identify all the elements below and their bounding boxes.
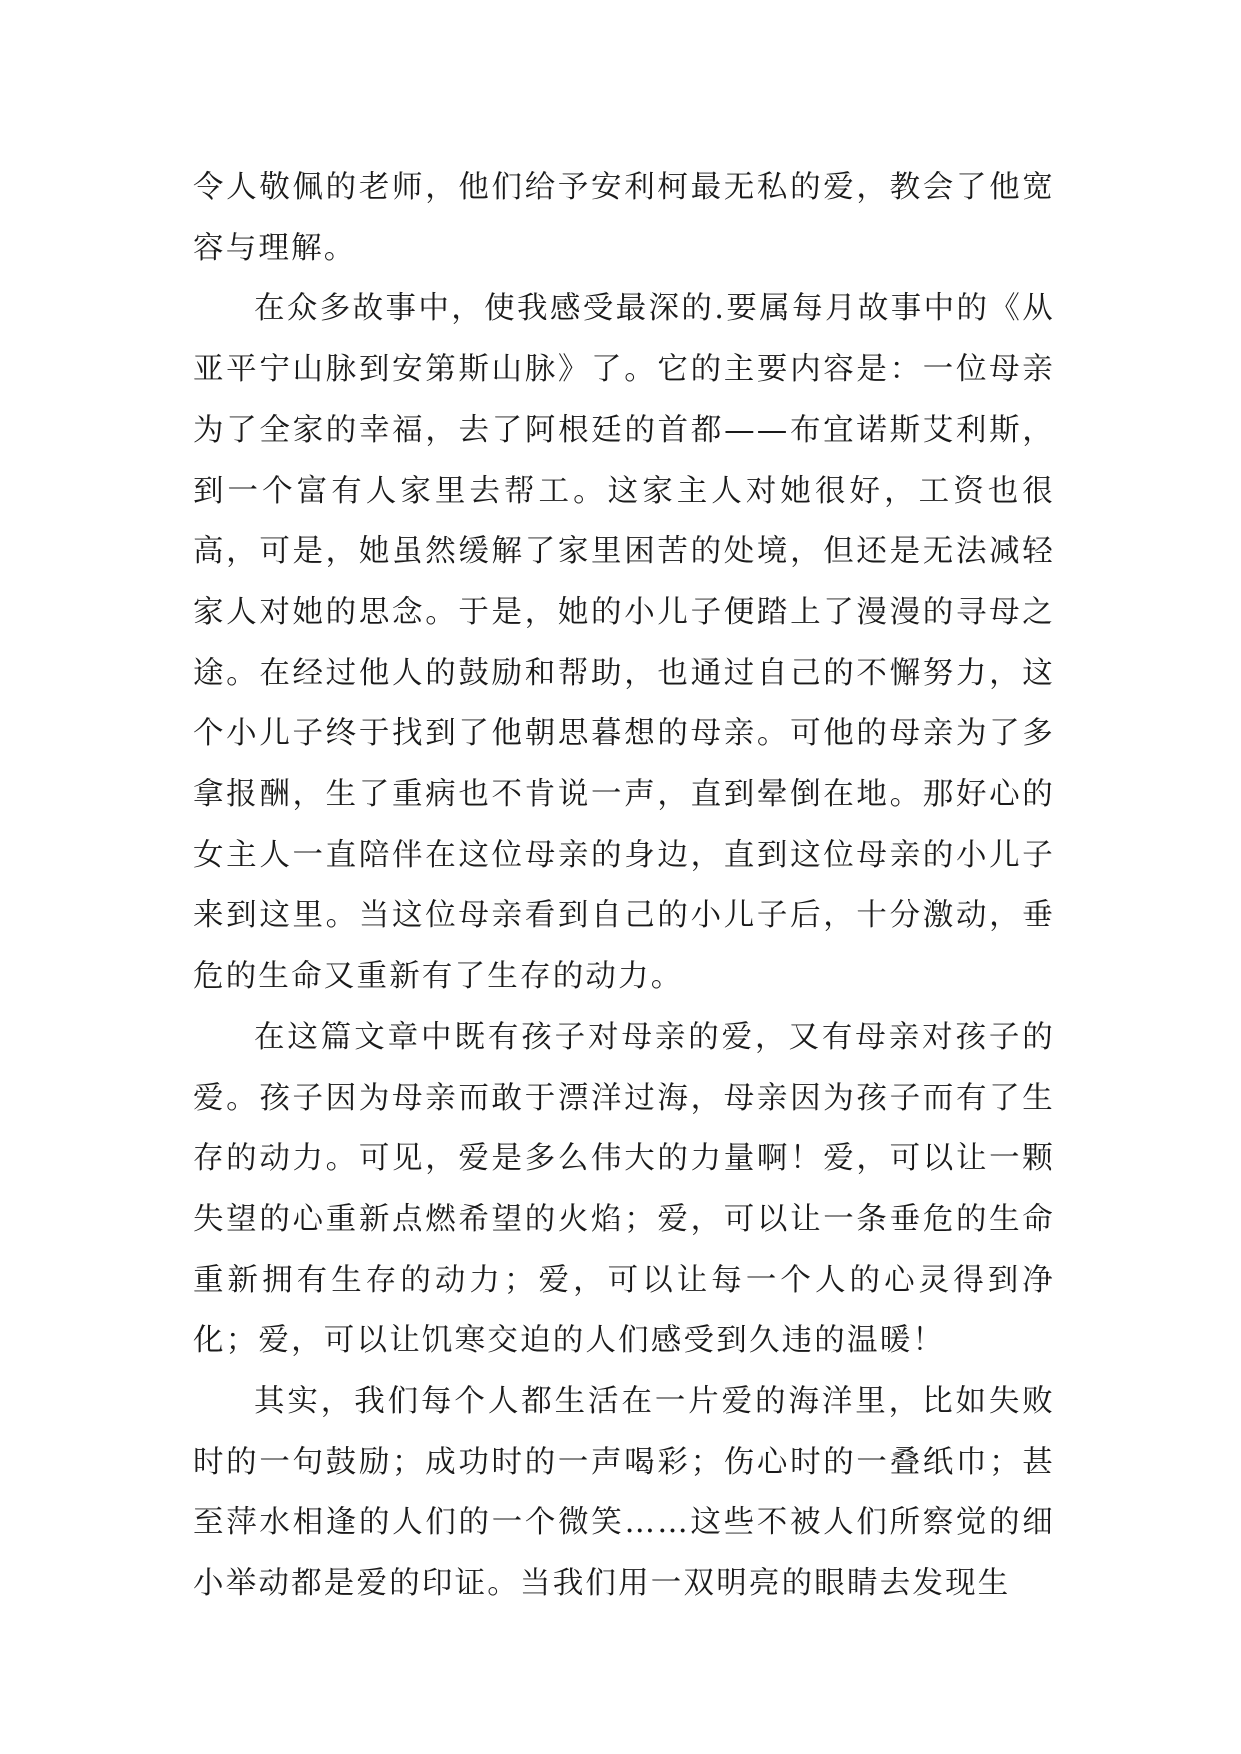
paragraph-1: 令人敬佩的老师，他们给予安利柯最无私的爱，教会了他宽容与理解。 [193, 170, 1055, 266]
paragraph-2: 在众多故事中，使我感受最深的.要属每月故事中的《从亚平宁山脉到安第斯山脉》了。它的主要内容是：一位母亲为了全家的幸福，去了阿根廷的首都——布宜诺斯艾利斯，到一个富有人家里去帮工。这家主人对她很好，工资也很高，可是，她虽然缓解了家里困苦的处境，但还是无法减轻家人对她的思念。于是，她的小儿子便踏上了漫漫的寻母之途。在经过他人的鼓励和帮助，也通过自己的不懈努力，这个小儿子终于找到了他朝思暮想的母亲。可他的母亲为了多拿报酬，生了重病也不肯说一声，直到晕倒在地。那好心的女主人一直陪伴在这位母亲的身边，直到这位母亲的小儿子来到这里。当这位母亲看到自己的小儿子后，十分激动，垂危的生命又重新有了生存的动力。 [193, 291, 1055, 995]
document-body [193, 158, 1055, 1615]
paragraph-3: 在这篇文章中既有孩子对母亲的爱，又有母亲对孩子的爱。孩子因为母亲而敢于漂洋过海，母亲因为孩子而有了生存的动力。可见，爱是多么伟大的力量啊！爱，可以让一颗失望的心重新点燃希望的火焰；爱，可以让一条垂危的生命重新拥有生存的动力；爱，可以让每一个人的心灵得到净化；爱，可以让饥寒交迫的人们感受到久违的温暖！ [193, 1019, 1055, 1359]
paragraph-4: 其实，我们每个人都生活在一片爱的海洋里，比如失败时的一句鼓励；成功时的一声喝彩；伤心时的一叠纸巾；甚至萍水相逢的人们的一个微笑……这些不被人们所察觉的细小举动都是爱的印证。当我们用一双明亮的眼睛去发现生 [193, 1384, 1055, 1602]
